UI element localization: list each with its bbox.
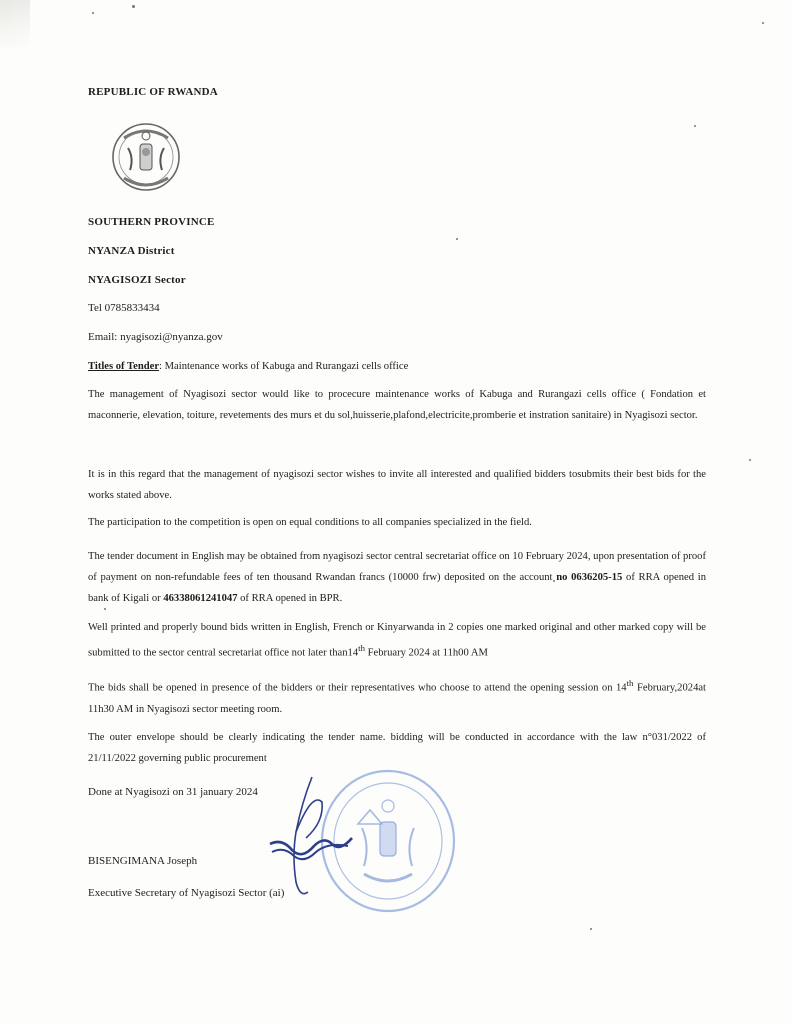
telephone-line: Tel 0785833434	[88, 302, 160, 314]
signatory-position: Executive Secretary of Nyagisozi Sector (ai)	[88, 887, 285, 899]
scan-speck	[590, 928, 592, 930]
coat-of-arms-icon	[110, 118, 182, 196]
opening-text: February,2024at 11h30 AM in Nyagisozi sector meeting room.	[88, 682, 707, 715]
paragraph-invitation: It is in this regard that the management of nyagisozi sector wishes to invite all interested and qualified bidders tosubmits their best bids for the works stated above.	[88, 469, 706, 501]
scan-speck	[92, 12, 94, 14]
scan-corner-fold	[0, 0, 30, 48]
country-heading: REPUBLIC OF RWANDA	[88, 86, 218, 98]
paragraph-tender-document	[88, 546, 706, 609]
paragraph-opening	[88, 673, 706, 720]
ordinal-suffix: th	[626, 678, 634, 688]
paragraph-submission	[88, 617, 706, 664]
district-heading: NYANZA District	[88, 245, 175, 257]
tender-document-text: of RRA opened in bank of Kigali or	[88, 572, 706, 604]
paragraph-participation: The participation to the competition is open on equal conditions to all companies specialized in the field.	[88, 517, 532, 528]
scan-speck	[456, 238, 458, 240]
scan-speck	[749, 459, 751, 461]
email-line: Email: nyagisozi@nyanza.gov	[88, 331, 223, 343]
opening-text: The bids shall be opened in presence of the bidders or their representatives who choose to attend the opening session on 14	[88, 682, 627, 694]
province-heading: SOUTHERN PROVINCE	[88, 216, 215, 228]
signatory-name: BISENGIMANA Joseph	[88, 855, 198, 867]
done-at-line: Done at Nyagisozi on 31 january 2024	[88, 786, 258, 798]
ordinal-suffix: th	[358, 643, 366, 653]
tender-title-text: : Maintenance works of Kabuga and Rurangazi cells office	[159, 361, 409, 372]
paragraph-procurement-intent: The management of Nyagisozi sector would like to procecure maintenance works of Kabuga and Rurangazi cells office ( Fondation et maconnerie, elevation, toiture, revetements des murs et du sol,huisserie,plafond,electricite,promberie et instration sanitaire) in Nyagisozi sector.	[88, 389, 706, 421]
paragraph-envelope: The outer envelope should be clearly indicating the tender name. bidding will be conducted in accordance with the law n°031/2022 of 21/11/2022 governing public procurement	[88, 732, 706, 764]
scan-speck	[694, 125, 696, 127]
tender-document-text: of RRA opened in BPR.	[237, 593, 343, 604]
sector-heading: NYAGISOZI Sector	[88, 274, 186, 286]
submission-text: Well printed and properly bound bids written in English, French or Kinyarwanda in 2 copies one marked original and other marked copy will be submitted to the sector central secretariat office not later than14	[88, 622, 706, 659]
tender-document-text: The tender document in English may be obtained from nyagisozi sector central secretariat office on 10 February 2024, upon presentation of proof of payment on non-refundable fees of ten thousand Rwandan francs (10000 frw) deposited on the account	[88, 551, 706, 583]
bank-account-bk: no 0636205-15	[556, 572, 623, 583]
signature-icon	[262, 772, 372, 902]
submission-text: February 2024 at 11h00 AM	[365, 647, 488, 659]
scan-speck	[762, 22, 764, 24]
bank-account-bpr: 46338061241047	[163, 593, 238, 604]
tender-title-line	[88, 356, 706, 377]
scan-speck	[132, 5, 135, 8]
tender-title-label: Titles of Tender	[88, 361, 160, 372]
